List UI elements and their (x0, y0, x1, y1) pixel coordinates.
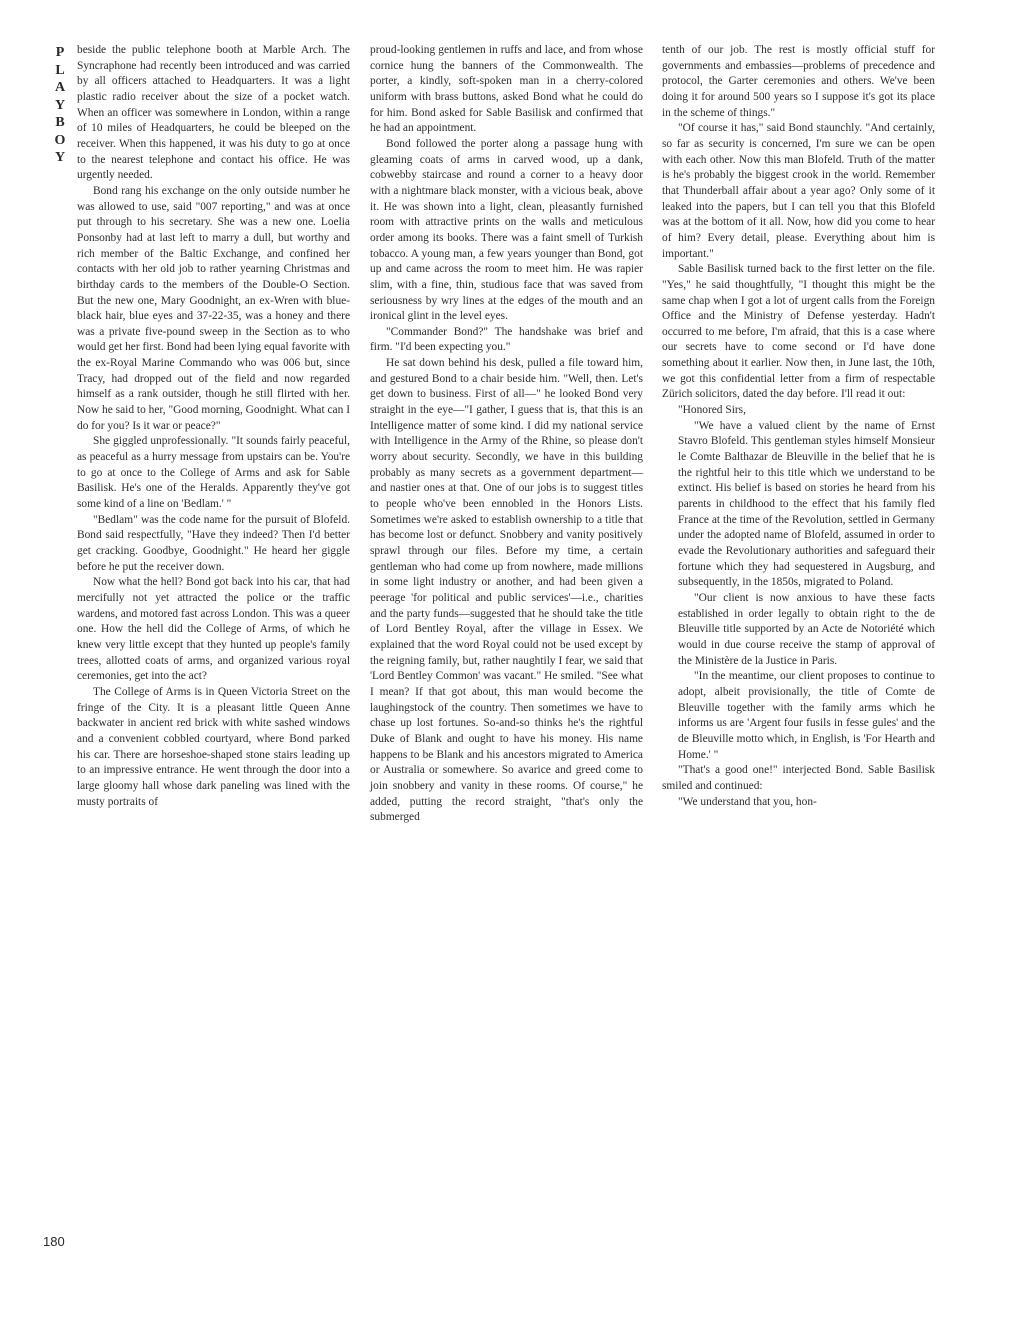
paragraph: Now what the hell? Bond got back into his car, that had mercifully not yet attracted the police or the traffic wardens, and motored fast across London. This was a queer one. How the hell did the College of Arms, of which he knew very little except that they hunted up people's family trees, allotted coats of arms, and organized various royal ceremonies, get into the act? (77, 576, 350, 683)
text-column-2 (370, 43, 643, 826)
text-column-3 (662, 43, 935, 810)
paragraph: "Of course it has," said Bond staunchly. "And certainly, so far as security is concerned, I'm sure we can be open with each other. Now this man Blofeld. Truth of the matter is he's probably the biggest crook in the world. Remember that Thunderball affair about a year ago? Only some of it leaked into the papers, but I can tell you that this Blofeld was at the bottom of it all. Now, how did you come to hear of him? Every detail, please. Everything about him is important." (662, 122, 935, 260)
masthead-letter: A (54, 80, 66, 95)
paragraph: "That's a good one!" interjected Bond. Sable Basilisk smiled and continued: (662, 764, 935, 792)
paragraph: Sable Basilisk turned back to the first letter on the file. "Yes," he said thoughtfully, "I thought this might be the same chap when I got a lot of urgent calls from the Foreign Office and the Ministry of Defense yesterday. Hadn't occurred to me before, I'm afraid, that this is a case where our secrets have to come second or I'd have done something about it earlier. Now then, in June last, the 10th, we got this confidential letter from a firm of respectable Zürich solicitors, dated the day before. I'll read it out: (662, 263, 935, 401)
paragraph: beside the public telephone booth at Marble Arch. The Syncraphone had recently been introduced and was carried by all officers attached to Headquarters. It was a light plastic radio receiver about the size of a pocket watch. When an officer was somewhere in London, within a range of 10 miles of Headquarters, he could be bleeped on the receiver. When this happened, it was his duty to go at once to the nearest telephone and contact his office. He was urgently needed. (77, 44, 350, 182)
paragraph: He sat down behind his desk, pulled a file toward him, and gestured Bond to a chair beside him. "Well, then. Let's get down to business. First of all—" he looked Bond very straight in the eye—"I gather, I guess that is, that this is an Intelligence matter of some kind. I did my national service with Intelligence in the Army of the Rhine, so please don't worry about security. Secondly, we have in this building probably as many secrets as a government department—and nastier ones at that. One of our jobs is to suggest titles to people who've been ennobled in the Honors Lists. Sometimes we're asked to establish ownership to a title that has become lost or defunct. Snobbery and vanity positively sprawl through our files. Before my time, a certain gentleman who had come up from nowhere, made millions in some light industry or another, and had been given a peerage 'for political and public services'—i.e., charities and the party funds—suggested that he should take the title of Lord Bentley Royal, after the village in Essex. We explained that the word Royal could not be used except by the reigning family, but, rather naughtily I fear, we said that 'Lord Bentley Common' was vacant." He smiled. "See what I mean? If that got about, this man would become the laughingstock of the country. Then sometimes we have to chase up lost fortunes. So-and-so thinks he's the rightful Duke of Blank and ought to have his money. His name happens to be Blank and his ancestors migrated to America or Australia or somewhere. So avarice and greed come to join snobbery and vanity in these rooms. Of course," he added, putting the record straight, "that's only the submerged (370, 357, 643, 824)
masthead-letter: O (54, 132, 66, 148)
quoted-letter-paragraph: "Our client is now anxious to have these facts established in order legally to obtain right to the de Bleuville title supported by an Acte de Notoriété which would in due course receive the stamp of approval of the Ministère de la Justice in Paris. (678, 591, 935, 667)
masthead-letter: B (55, 115, 65, 130)
paragraph: She giggled unprofessionally. "It sounds fairly peaceful, as peaceful as a hurry message from upstairs can be. You're to go at once to the College of Arms and ask for Sable Basilisk. He's one of the Heralds. Apparently they've got some kind of a line on 'Bedlam.' " (77, 435, 350, 511)
paragraph: "We understand that you, hon- (678, 795, 817, 808)
quoted-letter-paragraph: "We have a valued client by the name of Ernst Stavro Blofeld. This gentleman styles himself Monsieur le Comte Balthazar de Bleuville in the belief that he is the rightful heir to this title which we understand to be extinct. His belief is based on stories he heard from his parents in childhood to the effect that his family fled France at the time of the Revolution, settled in Germany under the adopted name of Blofeld, assumed in order to evade the Revolutionary authorities and safeguard their fortune which they had sequestered in Augsburg, and subsequently, in the 1850s, migrated to Poland. (678, 419, 935, 589)
paragraph: proud-looking gentlemen in ruffs and lace, and from whose cornice hung the banners of the Commonwealth. The porter, a kindly, soft-spoken man in a cherry-colored uniform with brass buttons, asked Bond what he could do for him. Bond asked for Sable Basilisk and confirmed that he had an appointment. (370, 44, 643, 135)
masthead-letter: Y (54, 150, 66, 165)
paragraph: "Commander Bond?" The handshake was brief and firm. "I'd been expecting you." (370, 325, 643, 354)
text-column-1 (77, 43, 350, 810)
paragraph: Bond rang his exchange on the only outside number he was allowed to use, said "007 reporting," and was at once put through to his secretary. She was a new one. Loelia Ponsonby had at last left to marry a dull, but worthy and rich member of the Baltic Exchange, and confined her contacts with her old job to rather yearning Christmas and birthday cards to the members of the Double-O Section. But the new one, Mary Goodnight, an ex-Wren with blue-black hair, blue eyes and 37-22-35, was a honey and there was a private five-pound sweep in the Section as to who would get her first. Bond had been lying equal favorite with the ex-Royal Marine Commando who was 006 but, since Tracy, had dropped out of the field and now regarded himself as a rank outsider, though he still flirted with her. Now he said to her, "Good morning, Goodnight. What can I do for you? Is it war or peace?" (77, 184, 350, 432)
magazine-masthead (50, 44, 70, 167)
page-number: 180 (43, 1234, 65, 1249)
paragraph: tenth of our job. The rest is mostly official stuff for governments and embassies—problems of precedence and protocol, the Garter ceremonies and others. We've been doing it for around 500 years so I suppose it's got its place in the scheme of things." (662, 44, 935, 119)
masthead-letter: Y (54, 97, 66, 113)
masthead-letter: P (55, 45, 65, 60)
quoted-letter-paragraph: "In the meantime, our client proposes to continue to adopt, albeit provisionally, the title of Comte de Bleuville together with the family arms which he informs us are 'Argent four fusils in fesse gules' and the de Bleuville motto which, in English, is 'For Hearth and Home.' " (678, 670, 935, 761)
masthead-letter: L (55, 62, 65, 78)
paragraph: "Bedlam" was the code name for the pursuit of Blofeld. Bond said respectfully, "Have they indeed? Then I'd better get cracking. Goodbye, Goodnight." He heard her giggle before he put the receiver down. (77, 513, 350, 573)
paragraph: Bond followed the porter along a passage hung with gleaming coats of arms in carved wood, up a dank, cobwebby staircase and round a corner to a heavy door with a nightmare black monster, with a vicious beak, above it. He was shown into a light, clean, pleasantly furnished room with attractive prints on the walls and meticulous order among its books. There was a faint smell of Turkish tobacco. A young man, a few years younger than Bond, got up and came across the room to meet him. He was rapier slim, with a fine, thin, studious face that was saved from seriousness by wry lines at the edges of the mouth and an ironical glint in the level eyes. (370, 137, 643, 323)
paragraph: The College of Arms is in Queen Victoria Street on the fringe of the City. It is a pleasant little Queen Anne backwater in ancient red brick with white sashed windows and a convenient cobbled courtyard, where Bond parked his car. There are horseshoe-shaped stone stairs leading up to an impressive entrance. He went through the door into a large gloomy hall whose dark paneling was lined with the musty portraits of (77, 685, 350, 808)
paragraph: "Honored Sirs, (678, 404, 746, 417)
